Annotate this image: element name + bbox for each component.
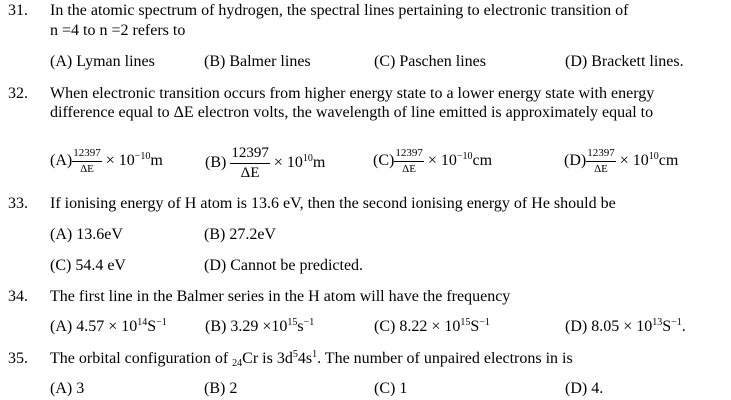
option-c — [373, 148, 492, 175]
question-number: 33. — [8, 195, 28, 212]
option-d: (D) Brackett lines. — [565, 53, 684, 70]
fraction-numerator: 12397 — [230, 146, 270, 164]
text-segment: . The number of unpaired electrons in is — [317, 350, 573, 367]
option-label: (C) — [373, 152, 395, 170]
question-number: 35. — [8, 350, 28, 367]
option-c: (C) 1 — [374, 380, 408, 397]
question-number: 34. — [8, 288, 28, 305]
text-segment: is 3d — [258, 350, 293, 367]
option-d: (D) 4. — [565, 380, 604, 397]
exponent: 10 — [302, 153, 313, 165]
fraction-denominator: ΔE — [240, 165, 260, 181]
exponent: −1 — [156, 317, 167, 328]
exponent: −1 — [671, 317, 682, 328]
unit: S — [470, 318, 480, 335]
option-d — [565, 318, 686, 336]
exponent: −1 — [303, 317, 315, 328]
option-value: (B) 3.29 ×10 — [205, 318, 288, 335]
question-text: In the atomic spectrum of hydrogen, the spectral lines pertaining to electronic transition of — [50, 2, 629, 19]
unit: cm — [658, 152, 679, 170]
option-b: (B) 27.2eV — [204, 226, 276, 243]
exponent: 15 — [287, 317, 298, 328]
atomic-number: 24 — [232, 358, 243, 369]
unit: S — [147, 318, 157, 335]
exponent: 15 — [460, 317, 471, 328]
fraction-denominator: ΔE — [402, 163, 416, 175]
option-a: (A) Lyman lines — [50, 53, 155, 70]
option-label: (B) — [205, 154, 227, 172]
multiplier: × 10 — [619, 152, 649, 170]
question-number: 31. — [8, 2, 28, 19]
option-value: (A) 4.57 × 10 — [50, 318, 138, 335]
fraction-numerator: 12397 — [586, 148, 616, 162]
exponent: 14 — [137, 317, 148, 328]
question-text — [50, 350, 573, 368]
unit: s — [297, 318, 304, 335]
option-a: (A) 3 — [50, 380, 85, 397]
option-b — [205, 318, 314, 336]
option-a — [50, 148, 163, 175]
question-text: If ionising energy of H atom is 13.6 eV, then the second ionising energy of He should be — [50, 195, 616, 212]
exponent: −1 — [479, 317, 490, 328]
trailing-punctuation: . — [681, 318, 686, 335]
option-a — [50, 318, 167, 336]
fraction-denominator: ΔE — [594, 163, 608, 175]
exponent: 10 — [648, 151, 659, 163]
text-segment: The orbital configuration of — [50, 350, 233, 367]
option-label: (A) — [50, 152, 73, 170]
unit: m — [312, 154, 326, 172]
option-c: (C) 54.4 eV — [50, 257, 126, 274]
text-segment: 4s — [297, 350, 313, 367]
element-symbol: Cr — [242, 350, 259, 367]
option-value: (C) 8.22 × 10 — [374, 318, 461, 335]
question-number: 32. — [8, 85, 28, 102]
superscript: 1 — [312, 349, 318, 360]
fraction — [72, 148, 102, 175]
fraction — [230, 146, 270, 181]
option-d: (D) Cannot be predicted. — [204, 257, 364, 274]
superscript: 5 — [292, 349, 298, 360]
option-c — [374, 318, 490, 336]
option-b: (B) Balmer lines — [204, 53, 311, 70]
fraction-denominator: ΔE — [80, 163, 94, 175]
exponent: 13 — [652, 317, 663, 328]
fraction-numerator: 12397 — [394, 148, 424, 162]
fraction — [586, 148, 616, 175]
question-text: The first line in the Balmer series in the H atom will have the frequency — [50, 288, 511, 305]
unit: m — [150, 152, 163, 170]
unit: S — [662, 318, 672, 335]
fraction-numerator: 12397 — [72, 148, 102, 162]
option-label: (D) — [564, 152, 587, 170]
option-b: (B) 2 — [204, 380, 238, 397]
question-text: When electronic transition occurs from higher energy state to a lower energy state with energy — [50, 85, 655, 102]
multiplier: × 10 — [105, 152, 135, 170]
fraction — [394, 148, 424, 175]
option-value: (D) 8.05 × 10 — [565, 318, 653, 335]
option-c: (C) Paschen lines — [374, 53, 486, 70]
exponent: −10 — [134, 151, 151, 163]
unit: cm — [472, 152, 493, 170]
question-text: n =4 to n =2 refers to — [50, 22, 186, 39]
option-b — [205, 146, 325, 181]
option-d — [564, 148, 678, 175]
option-a: (A) 13.6eV — [50, 226, 123, 243]
multiplier: × 10 — [273, 154, 303, 172]
exponent: −10 — [456, 151, 473, 163]
multiplier: × 10 — [427, 152, 457, 170]
question-text: difference equal to ΔE electron volts, the wavelength of line emitted is approximately equal to — [50, 104, 654, 121]
